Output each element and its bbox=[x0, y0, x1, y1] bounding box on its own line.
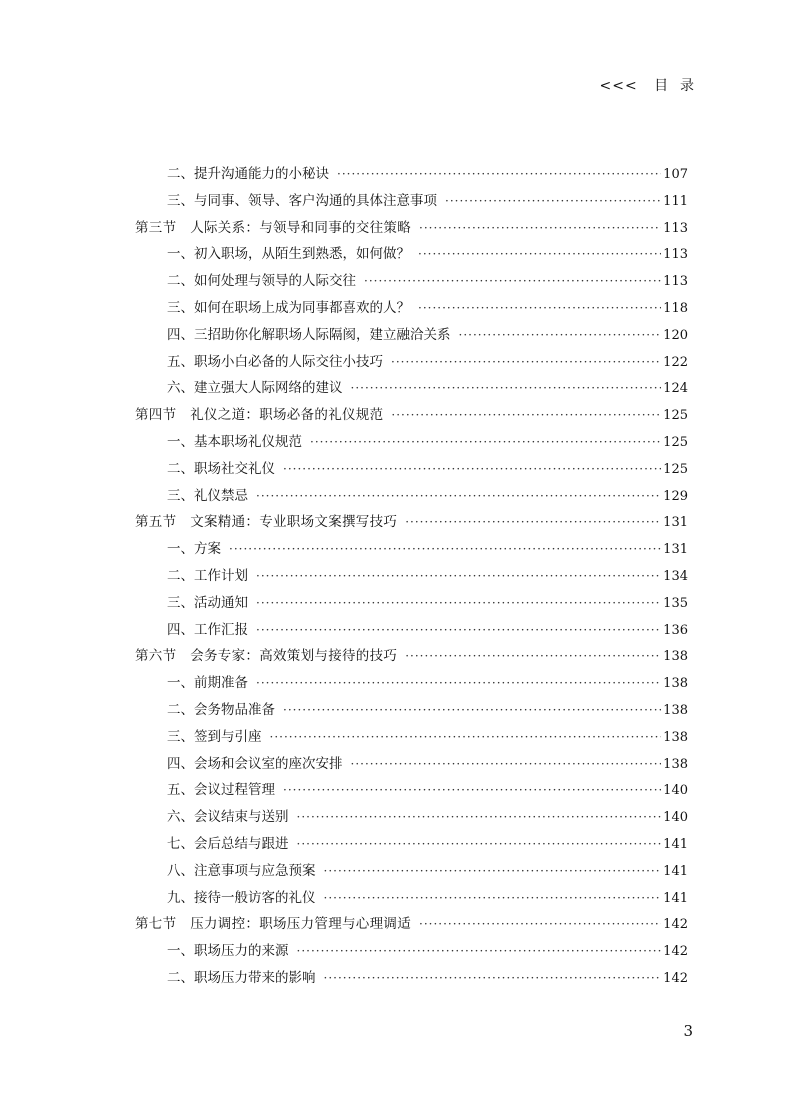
toc-entry-title: 三、与同事、领导、客户沟通的具体注意事项 bbox=[167, 192, 437, 209]
toc-entry-title: 五、会议过程管理 bbox=[167, 782, 275, 799]
toc-entry-title: 七、会后总结与跟进 bbox=[167, 835, 289, 852]
toc-entry[interactable] bbox=[135, 563, 688, 590]
dot-leader bbox=[324, 965, 662, 992]
dot-leader bbox=[270, 724, 662, 751]
toc-entry[interactable] bbox=[135, 831, 688, 858]
dot-leader bbox=[297, 831, 662, 858]
toc-entry[interactable] bbox=[135, 617, 688, 644]
toc-entry-title: 九、接待一般访客的礼仪 bbox=[167, 889, 316, 906]
toc-entry-page: 118 bbox=[663, 300, 688, 316]
toc-entry-page: 138 bbox=[663, 649, 688, 665]
toc-entry-page: 140 bbox=[663, 810, 688, 826]
toc-entry[interactable] bbox=[135, 483, 688, 510]
toc-entry-title: 第五节 文案精通：专业职场文案撰写技巧 bbox=[135, 514, 398, 531]
toc-entry-title: 二、提升沟通能力的小秘诀 bbox=[167, 166, 329, 182]
toc-entry-title: 一、初入职场，从陌生到熟悉，如何做？ bbox=[167, 246, 410, 263]
toc-entry-page: 122 bbox=[663, 354, 688, 370]
dot-leader bbox=[351, 375, 662, 402]
toc-entry[interactable] bbox=[135, 965, 688, 992]
toc-entry-page: 113 bbox=[663, 247, 688, 263]
dot-leader bbox=[297, 804, 662, 831]
dot-leader bbox=[297, 938, 662, 965]
toc-entry-title: 三、礼仪禁忌 bbox=[167, 487, 248, 504]
toc-entry[interactable] bbox=[135, 456, 688, 483]
table-of-contents bbox=[135, 161, 688, 992]
toc-entry-page: 140 bbox=[663, 783, 688, 799]
toc-entry[interactable] bbox=[135, 590, 688, 617]
dot-leader bbox=[418, 241, 661, 268]
toc-entry[interactable] bbox=[135, 670, 688, 697]
dot-leader bbox=[256, 670, 661, 697]
toc-entry-page: 134 bbox=[663, 568, 688, 584]
toc-entry-page: 138 bbox=[663, 702, 688, 718]
toc-entry[interactable] bbox=[135, 751, 688, 778]
dot-leader bbox=[283, 456, 661, 483]
toc-entry-page: 129 bbox=[663, 488, 688, 504]
toc-entry-page: 131 bbox=[663, 515, 688, 531]
toc-entry-title: 第六节 会务专家：高效策划与接待的技巧 bbox=[135, 648, 398, 665]
toc-entry[interactable] bbox=[135, 268, 688, 295]
toc-entry-page: 107 bbox=[663, 167, 688, 182]
toc-entry-page: 138 bbox=[663, 729, 688, 745]
toc-entry[interactable] bbox=[135, 161, 688, 188]
toc-entry[interactable] bbox=[135, 349, 688, 376]
dot-leader bbox=[391, 402, 661, 429]
toc-entry-title: 第四节 礼仪之道：职场必备的礼仪规范 bbox=[135, 407, 384, 424]
toc-entry-title: 第三节 人际关系：与领导和同事的交往策略 bbox=[135, 219, 411, 236]
toc-entry-page: 120 bbox=[663, 327, 688, 343]
dot-leader bbox=[256, 590, 661, 617]
toc-entry-title: 一、基本职场礼仪规范 bbox=[167, 433, 302, 450]
toc-entry-page: 131 bbox=[663, 542, 688, 558]
toc-entry-page: 141 bbox=[663, 863, 688, 879]
toc-entry[interactable] bbox=[135, 885, 688, 912]
toc-entry-page: 125 bbox=[663, 434, 688, 450]
toc-entry-title: 一、方案 bbox=[167, 541, 221, 558]
page-number: 3 bbox=[683, 1022, 693, 1040]
toc-entry-page: 124 bbox=[663, 381, 688, 397]
toc-entry[interactable] bbox=[135, 322, 688, 349]
dot-leader bbox=[283, 697, 661, 724]
dot-leader bbox=[419, 911, 661, 938]
toc-entry-title: 三、如何在职场上成为同事都喜欢的人？ bbox=[167, 299, 410, 316]
toc-entry-title: 八、注意事项与应急预案 bbox=[167, 862, 316, 879]
dot-leader bbox=[256, 483, 661, 510]
toc-entry-title: 六、建立强大人际网络的建议 bbox=[167, 380, 343, 397]
toc-section-entry[interactable] bbox=[135, 509, 688, 536]
dot-leader bbox=[337, 161, 661, 188]
toc-entry-title: 四、三招助你化解职场人际隔阂，建立融洽关系 bbox=[167, 326, 451, 343]
toc-entry-title: 六、会议结束与送别 bbox=[167, 809, 289, 826]
toc-entry-page: 125 bbox=[663, 408, 688, 424]
dot-leader bbox=[310, 429, 661, 456]
dot-leader bbox=[405, 509, 661, 536]
toc-entry-title: 四、工作汇报 bbox=[167, 621, 248, 638]
toc-entry-page: 138 bbox=[663, 756, 688, 772]
toc-entry-title: 二、职场社交礼仪 bbox=[167, 460, 275, 477]
toc-entry[interactable] bbox=[135, 724, 688, 751]
toc-entry[interactable] bbox=[135, 188, 688, 215]
toc-entry[interactable] bbox=[135, 429, 688, 456]
dot-leader bbox=[419, 215, 661, 242]
toc-entry-title: 五、职场小白必备的人际交往小技巧 bbox=[167, 353, 383, 370]
toc-entry-title: 一、职场压力的来源 bbox=[167, 943, 289, 960]
dot-leader bbox=[256, 617, 661, 644]
toc-entry[interactable] bbox=[135, 295, 688, 322]
toc-section-entry[interactable] bbox=[135, 215, 688, 242]
dot-leader bbox=[418, 295, 661, 322]
dot-leader bbox=[351, 751, 662, 778]
dot-leader bbox=[459, 322, 662, 349]
dot-leader bbox=[283, 777, 661, 804]
toc-entry[interactable] bbox=[135, 804, 688, 831]
toc-entry[interactable] bbox=[135, 697, 688, 724]
toc-entry-page: 141 bbox=[663, 836, 688, 852]
toc-entry-page: 142 bbox=[663, 970, 688, 986]
dot-leader bbox=[324, 885, 662, 912]
toc-entry[interactable] bbox=[135, 241, 688, 268]
toc-entry-page: 142 bbox=[663, 917, 688, 933]
dot-leader bbox=[364, 268, 661, 295]
toc-entry-page: 113 bbox=[663, 220, 688, 236]
toc-entry-title: 三、签到与引座 bbox=[167, 728, 262, 745]
toc-entry-page: 125 bbox=[663, 461, 688, 477]
toc-section-entry[interactable] bbox=[135, 402, 688, 429]
dot-leader bbox=[229, 536, 661, 563]
dot-leader bbox=[324, 858, 662, 885]
toc-entry[interactable] bbox=[135, 536, 688, 563]
toc-entry-title: 二、如何处理与领导的人际交往 bbox=[167, 273, 356, 290]
toc-entry-title: 二、会务物品准备 bbox=[167, 701, 275, 718]
toc-entry-title: 三、活动通知 bbox=[167, 594, 248, 611]
toc-entry-title: 一、前期准备 bbox=[167, 675, 248, 692]
toc-entry[interactable] bbox=[135, 858, 688, 885]
toc-entry-page: 111 bbox=[663, 193, 688, 209]
toc-section-entry[interactable] bbox=[135, 911, 688, 938]
toc-entry-title: 第七节 压力调控：职场压力管理与心理调适 bbox=[135, 916, 411, 933]
dot-leader bbox=[256, 563, 661, 590]
toc-entry-page: 138 bbox=[663, 676, 688, 692]
toc-entry-page: 113 bbox=[663, 274, 688, 290]
dot-leader bbox=[405, 643, 661, 670]
toc-entry-page: 142 bbox=[663, 944, 688, 960]
toc-entry[interactable] bbox=[135, 938, 688, 965]
toc-entry-page: 141 bbox=[663, 890, 688, 906]
toc-entry-page: 135 bbox=[663, 595, 688, 611]
dot-leader bbox=[391, 349, 661, 376]
toc-entry-page: 136 bbox=[663, 622, 688, 638]
dot-leader bbox=[445, 188, 661, 215]
toc-entry[interactable] bbox=[135, 375, 688, 402]
toc-entry-title: 二、职场压力带来的影响 bbox=[167, 969, 316, 986]
toc-entry-title: 四、会场和会议室的座次安排 bbox=[167, 755, 343, 772]
running-header: <<< 目 录 bbox=[599, 78, 695, 94]
toc-entry[interactable] bbox=[135, 777, 688, 804]
toc-section-entry[interactable] bbox=[135, 643, 688, 670]
toc-entry-title: 二、工作计划 bbox=[167, 567, 248, 584]
